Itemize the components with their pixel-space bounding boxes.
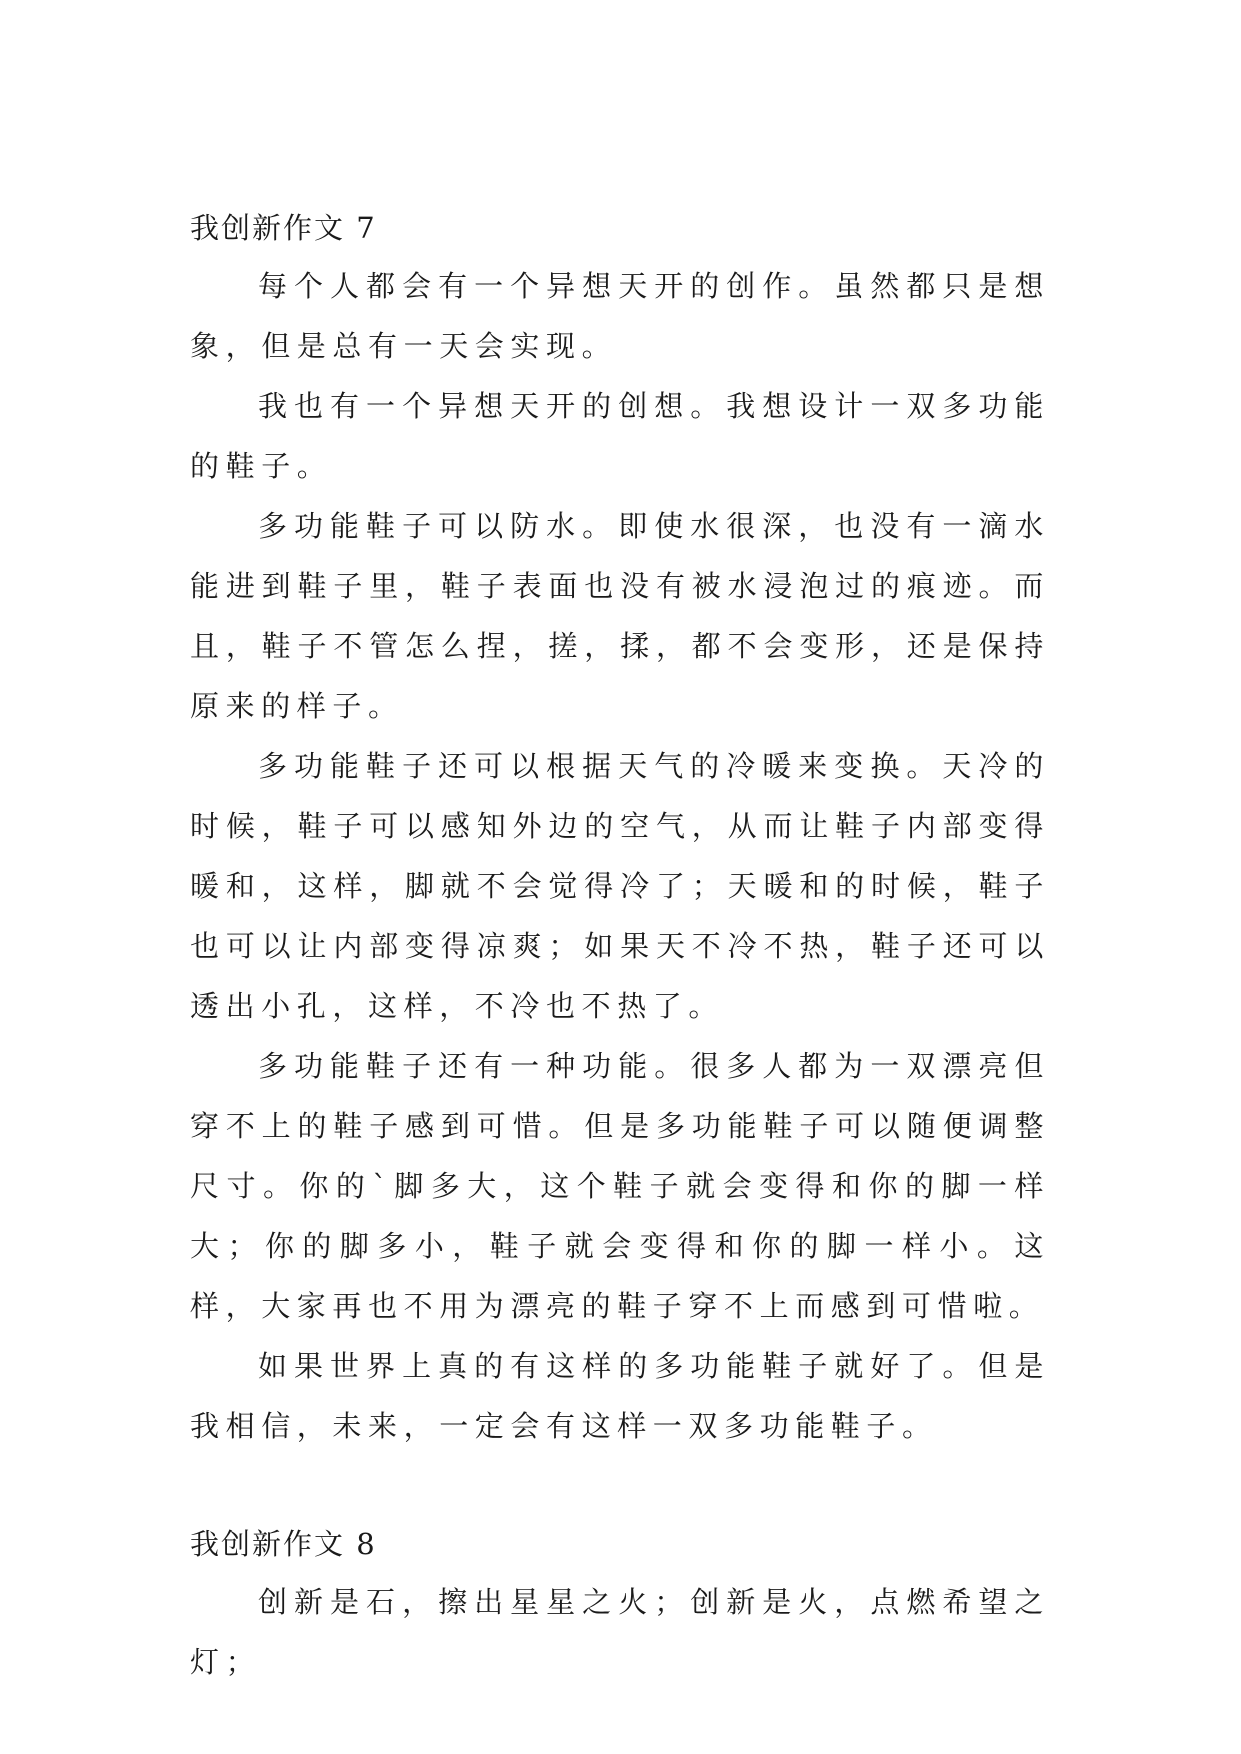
essay-section-8 [190, 1516, 1050, 1692]
section-spacer [190, 1456, 1050, 1516]
essay-paragraph: 如果世界上真的有这样的多功能鞋子就好了。但是我相信，未来，一定会有这样一双多功能鞋子。 [190, 1349, 1050, 1443]
essay-title: 我创新作文 8 [190, 1527, 377, 1561]
essay-title: 我创新作文 7 [190, 211, 377, 245]
essay-paragraph: 我也有一个异想天开的创想。我想设计一双多功能的鞋子。 [190, 389, 1050, 483]
essay-paragraph: 多功能鞋子还可以根据天气的冷暖来变换。天冷的时候，鞋子可以感知外边的空气，从而让鞋子内部变得暖和，这样，脚就不会觉得冷了；天暖和的时候，鞋子也可以让内部变得凉爽；如果天不冷不热，鞋子还可以透出小孔，这样，不冷也不热了。 [190, 749, 1050, 1023]
essay-paragraph: 每个人都会有一个异想天开的创作。虽然都只是想象，但是总有一天会实现。 [190, 269, 1050, 363]
essay-paragraph: 多功能鞋子还有一种功能。很多人都为一双漂亮但穿不上的鞋子感到可惜。但是多功能鞋子可以随便调整尺寸。你的`脚多大，这个鞋子就会变得和你的脚一样大；你的脚多小，鞋子就会变得和你的脚一样小。这样，大家再也不用为漂亮的鞋子穿不上而感到可惜啦。 [190, 1049, 1050, 1323]
essay-section-7 [190, 200, 1050, 1456]
essay-paragraph: 多功能鞋子可以防水。即使水很深，也没有一滴水能进到鞋子里，鞋子表面也没有被水浸泡过的痕迹。而且，鞋子不管怎么捏，搓，揉，都不会变形，还是保持原来的样子。 [190, 509, 1050, 723]
document-body [190, 200, 1050, 1692]
essay-paragraph: 创新是石，擦出星星之火；创新是火，点燃希望之灯； [190, 1585, 1050, 1679]
